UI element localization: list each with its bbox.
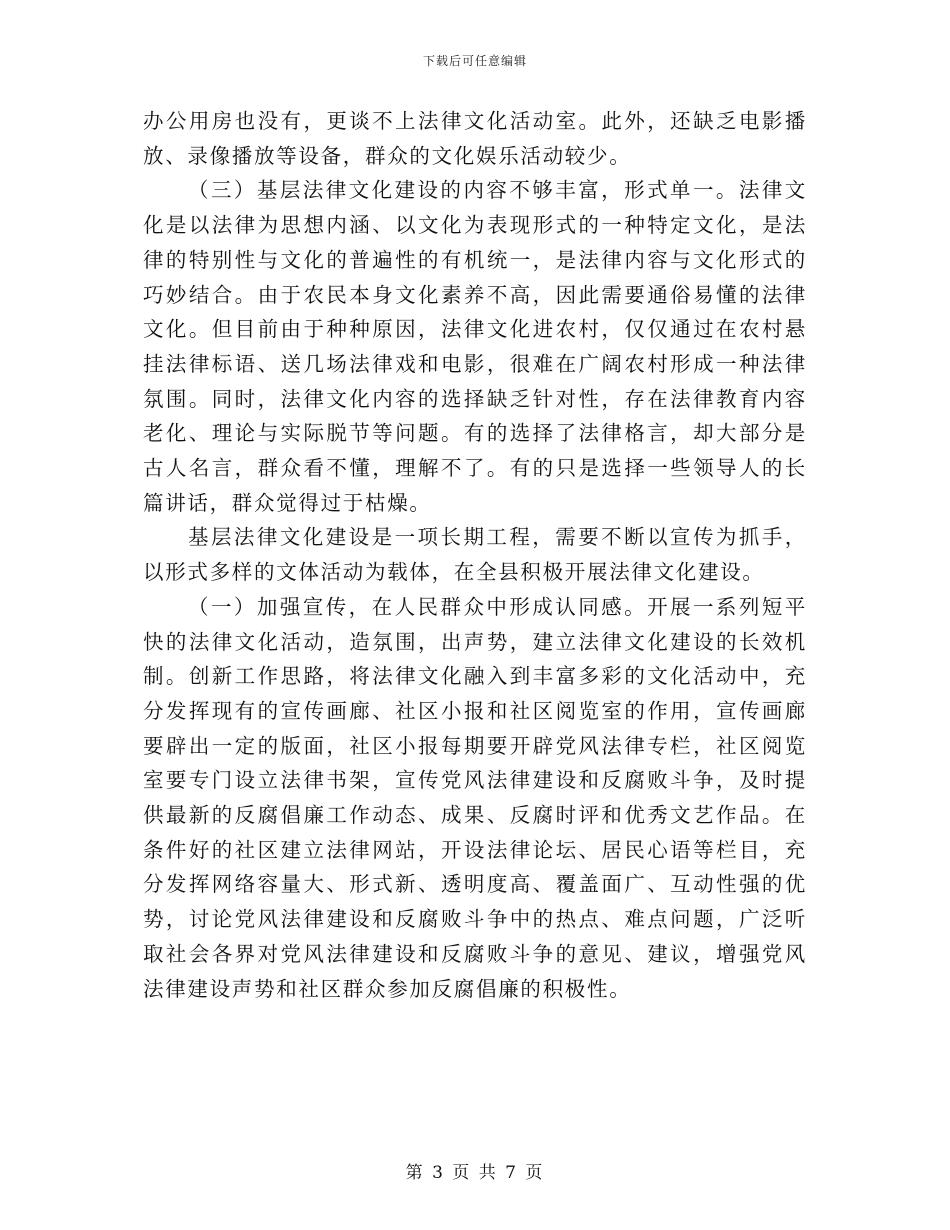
page-header: 下载后可任意编辑 — [422, 54, 527, 68]
paragraph-section-one: （一）加强宣传，在人民群众中形成认同感。开展一系列短平快的法律文化活动，造氛围，出声势，建立法律文化建设的长效机制。创新工作思路，将法律文化融入到丰富多彩的文化活动中，充分发挥现有的宣传画廊、社区小报和社区阅览室的作用，宣传画廊要辟出一定的版面，社区小报每期要开辟党风法律专栏，社区阅览室要专门设立法律书架，宣传党风法律建设和反腐败斗争，及时提供最新的反腐倡廉工作动态、成果、反腐时评和优秀文艺作品。在条件好的社区建立法律网站，开设法律论坛、居民心语等栏目，充分发挥网络容量大、形式新、透明度高、覆盖面广、互动性强的优势，讨论党风法律建设和反腐败斗争中的热点、难点问题，广泛听取社会各界对党风法律建设和反腐败斗争的意见、建议，增强党风法律建设声势和社区群众参加反腐倡廉的积极性。 — [143, 594, 807, 1001]
paragraph-continuation: 办公用房也没有，更谈不上法律文化活动室。此外，还缺乏电影播放、录像播放等设备，群众的文化娱乐活动较少。 — [143, 109, 807, 168]
paragraph-intro-measures: 基层法律文化建设是一项长期工程，需要不断以宣传为抓手，以形式多样的文体活动为载体，在全县积极开展法律文化建设。 — [143, 525, 807, 585]
paragraph-section-three: （三）基层法律文化建设的内容不够丰富，形式单一。法律文化是以法律为思想内涵、以文化为表现形式的一种特定文化，是法律的特别性与文化的普遍性的有机统一，是法律内容与文化形式的巧妙结合。由于农民本身文化素养不高，因此需要通俗易懂的法律文化。但目前由于种种原因，法律文化进农村，仅仅通过在农村悬挂法律标语、送几场法律戏和电影，很难在广阔农村形成一种法律氛围。同时，法律文化内容的选择缺乏针对性，存在法律教育内容老化、理论与实际脱节等问题。有的选择了法律格言，却大部分是古人名言，群众看不懂，理解不了。有的只是选择一些领导人的长篇讲话，群众觉得过于枯燥。 — [143, 178, 807, 515]
document-body — [143, 104, 807, 1006]
page-number: 第 3 页 共 7 页 — [405, 1163, 545, 1183]
